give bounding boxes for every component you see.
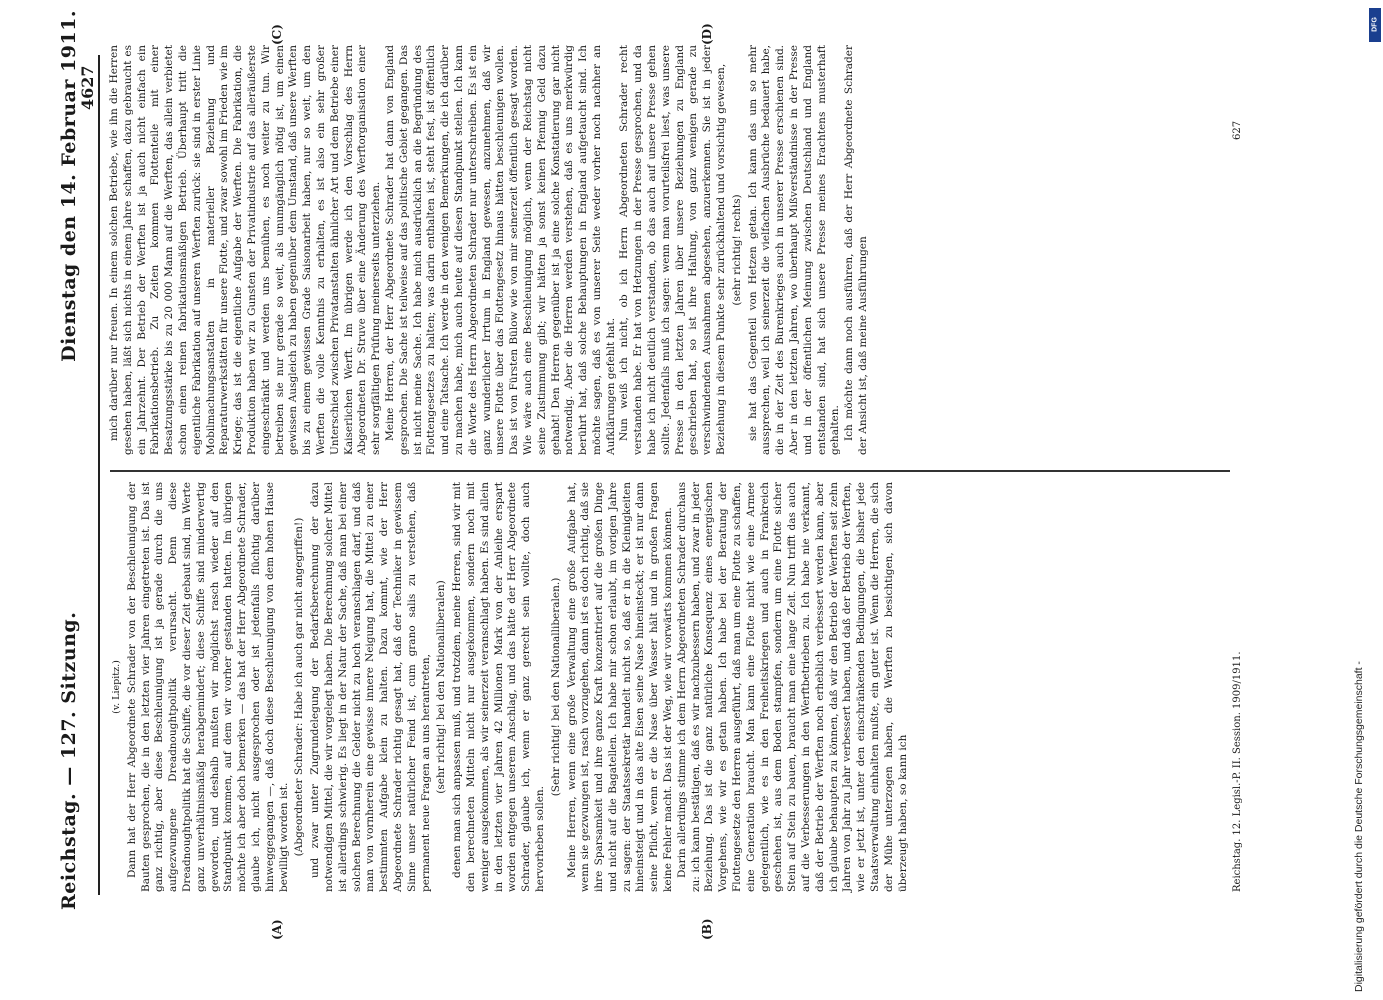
marker-b: (B) (700, 918, 714, 940)
left-column (108, 482, 910, 892)
dfg-logo-text: DFG (1371, 17, 1379, 32)
interjection: (sehr richtig! rechts) (730, 194, 743, 306)
header-rule (98, 55, 100, 895)
header-right: Dienstag den 14. Februar 1911. (58, 10, 80, 362)
paragraph: mich darüber nur freuen. In einem solchen Betriebe, wie ihn die Herren gesehen haben, läßt sich nichts in einem Jahre schaffen, dazu gebraucht es ein Jahrzehnt. Der Betrieb der Werften ist ja auch nicht einfach ein Fabrikationsbetrieb. Zu Zeiten kommen Flottenteile mit einer Besatzungsstärke bis zu 20 000 Mann auf die Werften, das allein verbietet schon einen reinen fabrikationsmäßigen Betrieb. Überhaupt tritt die eigentliche Fabrikation auf unseren Werften zurück: sie sind in erster Linie Mobilmachungsanstalten in materieller Beziehung und Reparaturwerkstätten für unsere Flotte, und zwar sowohl im Frieden wie im Kriege; das ist die eigentliche Aufgabe der Werften. Die Fabrikation, die Produktion haben wir zu Gunsten der Privatindustrie auf das alleräußerste eingeschränkt und werden uns bemühen, es noch weiter zu tun. Wir betreiben sie nur gerade so weit, als unumgänglich nötig ist, um einen gewissen Ausgleich zu haben gegenüber dem Umstand, daß unsere Werften bis zu einem gewissen Grade Saisonarbeit haben, nur so weit, um den Werften die volle Kenntnis zu erhalten, es ist also ein sehr großer Unterschied zwischen Privatanstalten ähnlicher Art und dem Betriebe einer Kaiserlichen Werft. Im übrigen werde ich den Vorschlag des Herrn Abgeordneten Dr. Struve über eine Änderung des Werftorganisation einer sehr sorgfältigen Prüfung meinerseits unterziehen. (108, 45, 383, 455)
interjection: (sehr richtig! bei den Nationalliberalen) (435, 580, 448, 794)
page-header (58, 10, 98, 910)
paragraph: Meine Herren, wenn eine große Verwaltung eine große Aufgabe hat, wenn sie gezwungen ist, rasch vorzugehen, dann ist es doch richtig, daß sie ihre Sparsamkeit und ihre ganze Kraft konzentriert auf die großen Dinge und nicht auf die Bagatellen. Ich habe mir schon erlaubt, im vorigen Jahre zu sagen: der Staatssekretär handelt nicht so, daß er in die Kleinigkeiten hineinsteigt und in das alte Eisen seine Nase hineinsteckt; er ist nur dann seine Pflicht, wenn er die Nase über Wasser hält und in großen Fragen keine Fehler macht. Das ist der Weg, wie wir vorwärts kommen können. (565, 482, 675, 892)
paragraph: Meine Herren, der Herr Abgeordnete Schrader hat dann von England gesprochen. Die Sache ist teilweise auf das politische Gebiet gegangen. Das ist nicht meine Sache. Ich habe mich ausdrücklich an die Begründung des Flottengesetzes zu halten; was darin enthalten ist, steht fest, ist öffentlich und eine Tatsache. Ich werde in den wenigen Bemerkungen, die ich darüber zu machen habe, mich auch heute auf diesen Standpunkt stellen. Ich kann die Worte des Herrn Abgeordneten Schrader nur unterschreiben. Es ist ein ganz wunderlicher Irrtum in England gewesen, anzunehmen, daß wir unsere Flotte über das Flottengesetz hinaus hätten beschleunigen wollen. Das ist von Fürsten Bülow wie von mir seinerzeit öffentlich gesagt worden. Wie wäre auch eine Beschleunigung möglich, wenn der Reichstag nicht seine Zustimmung gibt; wir hätten ja sonst keinen Pfennig Geld dazu gehabt! Den Herren gegenüber ist ja eine solche Konstatierung gar nicht notwendig. Aber die Herren werden verstehen, daß es uns merkwürdig berührt hat, daß solche Behauptungen in England aufgetaucht sind. Ich möchte sagen, daß es von unserer Seite weder vorher noch nachher an Aufklärungen gefehlt hat. (383, 45, 617, 455)
paragraph: Ich möchte dann noch ausführen, daß der Herr Abgeordnete Schrader der Ansicht ist, daß meine Ausführungen (843, 45, 870, 455)
right-column (108, 45, 871, 455)
dfg-logo (1369, 8, 1381, 42)
interjection: (Sehr richtig! bei den Nationalliberalen.) (549, 577, 562, 797)
paragraph: Darin allerdings stimme ich dem Herrn Abgeordneten Schrader durchaus zu: ich kann bestätigen, daß es wir nachzubessern haben, und zwar in jeder Beziehung. Das ist die ganz natürliche Konsequenz eines energischen Vorgehens, wie wir es getan haben. Ich habe bei der Beratung der Flottengesetze den Herren ausgeführt, daß man um eine Flotte zu schaffen, eine Generation braucht. Man kann eine Flotte nicht wie eine Armee gelegentlich, wie es in den Freiheitskriegen und auch in Frankreich geschehen ist, aus dem Boden stampfen, sondern um eine Flotte sicher Stein auf Stein zu bauen, braucht man eine lange Zeit. Nun trifft das auch auf die Verbesserungen in den Werftbetrieben zu. Ich habe nie verkannt, daß der Betrieb der Werften noch erheblich verbessert werden kann, aber ich glaube behaupten zu können, daß wir den Betrieb der Werften seit zehn Jahren von Jahr zu Jahr verbessert haben, und daß der Betrieb der Werften, wie er jetzt ist, unter den einschränkenden Bedingungen, die bisher jede Staatsverwaltung einhalten mußte, ein guter ist. Wenn die Herren, die sich der Mühe unterzogen haben, die Werften zu besichtigen, sich davon überzeugt haben, so kann ich (675, 482, 909, 892)
paragraph: sie hat das Gegenteil von Hetzen getan. Ich kann das um so mehr aussprechen, weil ich seinerzeit die vielfachen Ausbrüche bedauert habe, die in der Zeit des Burenkrieges auch in unserer Presse erschienen sind. Aber in den letzten Jahren, wo überhaupt Mißverständnisse in der Presse und in der öffentlichen Meinung zwischen Deutschland und England entstanden sind, hat sich unsere Presse meines Erachtens musterhaft gehalten. (746, 45, 842, 455)
speaker-note: (v. Liepitz.) (111, 660, 122, 714)
paragraph: Nun weiß ich nicht, ob ich Herrn Abgeordneten Schrader recht verstanden habe. Er hat von Hetzungen in der Presse gesprochen, und da habe ich nicht deutlich verstanden, ob das auch auf unsere Presse gehen sollte. Jedenfalls muß ich sagen: wenn man vorurteilsfrei liest, was unsere Presse in den letzten Jahren über unsere Beziehungen zu England geschrieben hat, so ist ihre Haltung, von ganz wenigen gerade zu verschwindenden Ausnahmen abgesehen, anzuerkennen. Sie ist in jeder Beziehung in diesem Punkte sehr zurückhaltend und vorsichtig gewesen, (618, 45, 728, 455)
footer-source: Reichstag. 12. Legisl.-P. II. Session. 1909/1911. (1232, 651, 1243, 892)
marker-d: (D) (700, 23, 714, 45)
marker-c: (C) (270, 24, 284, 45)
paragraph: und zwar unter Zugrundelegung der Bedarfsberechnung der dazu notwendigen Mittel, die wir vorgelegt haben. Die Berechnung solcher Mittel ist allerdings schwierig. Es liegt in der Natur der Sache, daß man bei einer solchen Berechnung die Gelder nicht zu hoch veranschlagen darf, und daß man von vornherein eine gewisse innere Neigung hat, die Mittel zu einer bestimmten Aufgabe klein zu halten. Dazu kommt, wie der Herr Abgeordnete Schrader richtig gesagt hat, daß der Techniker in gewissem Sinne unser natürlicher Feind ist, cum grano salis zu verstehen, daß permanent neue Fragen an uns herantreten, (309, 482, 432, 892)
marker-a: (A) (270, 919, 284, 940)
paragraph: denen man sich anpassen muß, und trotzdem, meine Herren, sind wir mit den berechneten Mitteln nicht nur ausgekommen, sondern noch mit weniger ausgekommen, als wir seinerzeit veranschlagt haben. Es sind allein in den letzten vier Jahren 42 Millionen Mark von der Anleihe erspart worden entgegen unserem Anschlag, und das hätte der Herr Abgeordnete Schrader, glaube ich, wenn er ganz gerecht sein wollte, doch auch hervorheben sollen. (451, 482, 546, 892)
sponsor-text: Digitalisierung gefördert durch die Deutsche Forschungsgemeinschaft - (1353, 661, 1365, 992)
column-separator (110, 470, 1230, 472)
footer-number: 627 (1232, 120, 1243, 140)
sponsor-strip (1325, 8, 1365, 992)
interjection: (Abgeordneter Schrader: Habe ich auch gar nicht angegriffen!) (293, 517, 306, 857)
paragraph: Dann hat der Herr Abgeordnete Schrader von der Beschleunigung der Bauten gesprochen, die in den letzten vier Jahren eingetreten ist. Das ist ganz richtig, aber diese Beschleunigung ist ja gerade durch die uns aufgezwungene Dreadnoughtpolitik verursacht. Denn diese Dreadnoughtpolitik hat die Schiffe, die vor dieser Zeit gebaut sind, im Werte ganz unverhältnismäßig herabgemindert; diese Schiffe sind minderwertig geworden, und deshalb mußten wir möglichst rasch wieder auf den Standpunkt kommen, auf dem wir vorher gestanden hatten. Im übrigen möchte ich aber doch bemerken — das hat der Herr Abgeordnete Schrader, glaube ich, nicht ausgesprochen oder ist jedenfalls flüchtig darüber hinweggegangen —, daß doch diese Beschleunigung von dem hohen Hause bewilligt worden ist. (125, 482, 290, 892)
header-left: Reichstag. — 127. Sitzung. (58, 611, 80, 910)
page-number: 4627 (78, 65, 97, 110)
